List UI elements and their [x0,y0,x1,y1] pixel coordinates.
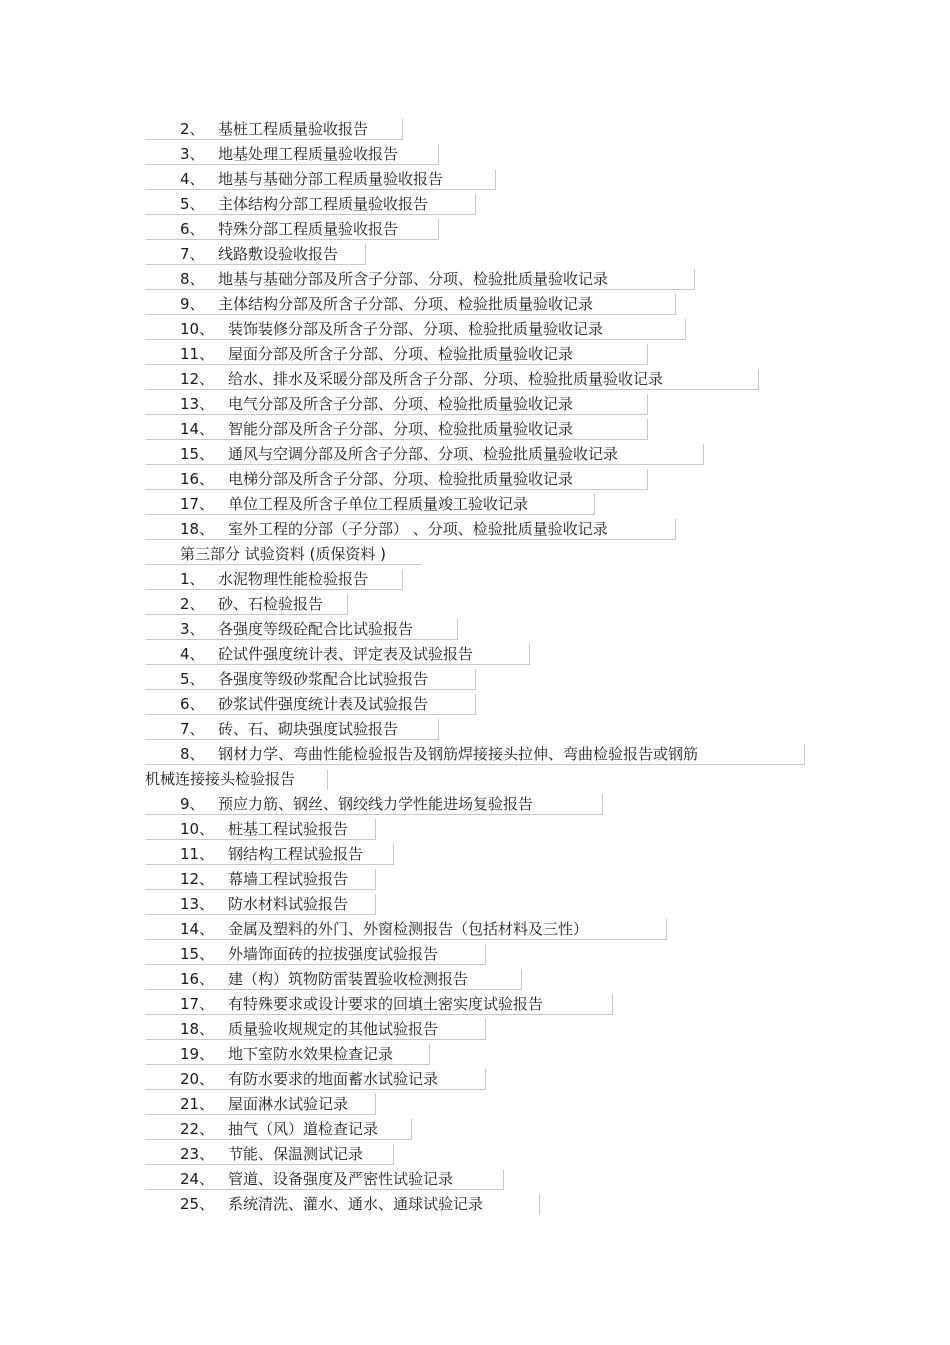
item-text: 通风与空调分部及所含子分部、分项、检验批质量验收记录 [228,445,619,463]
item-number: 18、 [180,1020,215,1038]
list-item [145,994,613,1015]
item-number: 12、 [180,870,215,888]
continuation-rule [327,769,328,790]
list-item [145,1119,412,1140]
item-number: 14、 [180,920,215,938]
list-item [145,869,376,890]
item-text: 金属及塑料的外门、外窗检测报告（包括材料及三性） [228,920,589,938]
item-number: 25、 [180,1195,215,1213]
item-text: 质量验收规规定的其他试验报告 [228,1020,439,1038]
item-text: 地基与基础分部工程质量验收报告 [218,170,444,188]
item-text: 给水、排水及采暖分部及所含子分部、分项、检验批质量验收记录 [228,370,664,388]
list-item [145,1194,540,1215]
item-number: 4、 [180,170,205,188]
list-item [145,944,486,965]
item-text: 主体结构分部及所含子分部、分项、检验批质量验收记录 [218,295,594,313]
list-item [145,144,439,165]
item-text: 屋面分部及所含子分部、分项、检验批质量验收记录 [228,345,574,363]
item-text: 各强度等级砂浆配合比试验报告 [218,670,429,688]
list-item [145,519,676,540]
item-number: 16、 [180,470,215,488]
list-item [145,1044,430,1065]
list-item [145,669,476,690]
item-text: 地下室防水效果检查记录 [228,1045,394,1063]
section-heading: 第三部分 试验资料 (质保资料 ) [180,545,387,563]
list-item [145,919,667,940]
list-item [145,1069,486,1090]
list-item [145,419,648,440]
item-text: 节能、保温测试记录 [228,1145,364,1163]
item-number: 5、 [180,670,205,688]
item-text: 砖、石、砌块强度试验报告 [218,720,399,738]
list-item [145,694,476,715]
item-text: 地基处理工程质量验收报告 [218,145,399,163]
item-text: 砂浆试件强度统计表及试验报告 [218,695,429,713]
list-item [145,469,648,490]
item-number: 12、 [180,370,215,388]
list-item [145,444,704,465]
section-heading-rule [145,564,421,565]
list-item [145,294,676,315]
item-text: 屋面淋水试验记录 [228,1095,349,1113]
item-number: 24、 [180,1170,215,1188]
list-item [145,1019,486,1040]
item-text: 幕墙工程试验报告 [228,870,349,888]
item-number: 11、 [180,845,215,863]
list-item [145,969,522,990]
list-item [145,219,439,240]
item-number: 15、 [180,945,215,963]
item-number: 2、 [180,595,205,613]
item-number: 10、 [180,320,215,338]
list-item [145,344,648,365]
item-text: 地基与基础分部及所含子分部、分项、检验批质量验收记录 [218,270,609,288]
item-number: 3、 [180,145,205,163]
item-number: 6、 [180,695,205,713]
item-number: 3、 [180,620,205,638]
item-number: 11、 [180,345,215,363]
list-item [145,1169,504,1190]
item-number: 10、 [180,820,215,838]
list-item [145,794,603,815]
item-text: 钢结构工程试验报告 [228,845,364,863]
item-number: 2、 [180,120,205,138]
item-number: 18、 [180,520,215,538]
item-text: 有特殊要求或设计要求的回填土密实度试验报告 [228,995,544,1013]
item-number: 9、 [180,295,205,313]
item-number: 8、 [180,270,205,288]
item-text: 室外工程的分部（子分部） 、分项、检验批质量验收记录 [228,520,608,538]
list-item-continuation: 机械连接接头检验报告 [145,770,296,788]
item-text: 建（构）筑物防雷装置验收检测报告 [228,970,469,988]
item-text: 各强度等级砼配合比试验报告 [218,620,414,638]
item-number: 17、 [180,995,215,1013]
item-text: 单位工程及所含子单位工程质量竣工验收记录 [228,495,529,513]
item-text: 砼试件强度统计表、评定表及试验报告 [218,645,474,663]
item-text: 系统清洗、灌水、通水、通球试验记录 [228,1195,484,1213]
item-number: 8、 [180,745,205,763]
list-item [145,119,403,140]
list-item [145,619,458,640]
list-item [145,194,476,215]
item-text: 电梯分部及所含子分部、分项、检验批质量验收记录 [228,470,574,488]
list-item [145,844,394,865]
list-item [145,819,376,840]
item-number: 6、 [180,220,205,238]
item-text: 水泥物理性能检验报告 [218,570,369,588]
item-number: 9、 [180,795,205,813]
list-item [145,319,686,340]
item-number: 17、 [180,495,215,513]
item-text: 基桩工程质量验收报告 [218,120,369,138]
item-number: 23、 [180,1145,215,1163]
item-number: 5、 [180,195,205,213]
item-text: 抽气（风）道检查记录 [228,1120,379,1138]
item-number: 16、 [180,970,215,988]
list-item [145,644,530,665]
list-item [145,169,496,190]
list-item [145,894,376,915]
item-number: 14、 [180,420,215,438]
list-item [145,394,648,415]
list-item [145,744,805,765]
list-item [145,494,595,515]
item-text: 管道、设备强度及严密性试验记录 [228,1170,454,1188]
item-number: 7、 [180,245,205,263]
item-number: 4、 [180,645,205,663]
item-text: 主体结构分部工程质量验收报告 [218,195,429,213]
item-number: 15、 [180,445,215,463]
item-number: 21、 [180,1095,215,1113]
item-number: 1、 [180,570,205,588]
item-text: 电气分部及所含子分部、分项、检验批质量验收记录 [228,395,574,413]
item-text: 预应力筋、钢丝、钢绞线力学性能进场复验报告 [218,795,534,813]
item-number: 7、 [180,720,205,738]
item-text: 钢材力学、弯曲性能检验报告及钢筋焊接接头拉伸、弯曲检验报告或钢筋 [218,745,699,763]
item-number: 19、 [180,1045,215,1063]
item-text: 砂、石检验报告 [218,595,324,613]
list-item [145,719,439,740]
item-text: 特殊分部工程质量验收报告 [218,220,399,238]
item-text: 有防水要求的地面蓄水试验记录 [228,1070,439,1088]
item-text: 防水材料试验报告 [228,895,349,913]
list-item [145,1094,376,1115]
item-number: 22、 [180,1120,215,1138]
list-item [145,269,695,290]
item-text: 外墙饰面砖的拉拔强度试验报告 [228,945,439,963]
item-text: 装饰装修分部及所含子分部、分项、检验批质量验收记录 [228,320,604,338]
list-item [145,594,348,615]
item-text: 线路敷设验收报告 [218,245,339,263]
item-number: 20、 [180,1070,215,1088]
item-text: 桩基工程试验报告 [228,820,349,838]
item-text: 智能分部及所含子分部、分项、检验批质量验收记录 [228,420,574,438]
list-item [145,244,366,265]
item-number: 13、 [180,895,215,913]
list-item [145,1144,394,1165]
list-item [145,569,403,590]
item-number: 13、 [180,395,215,413]
list-item [145,369,759,390]
